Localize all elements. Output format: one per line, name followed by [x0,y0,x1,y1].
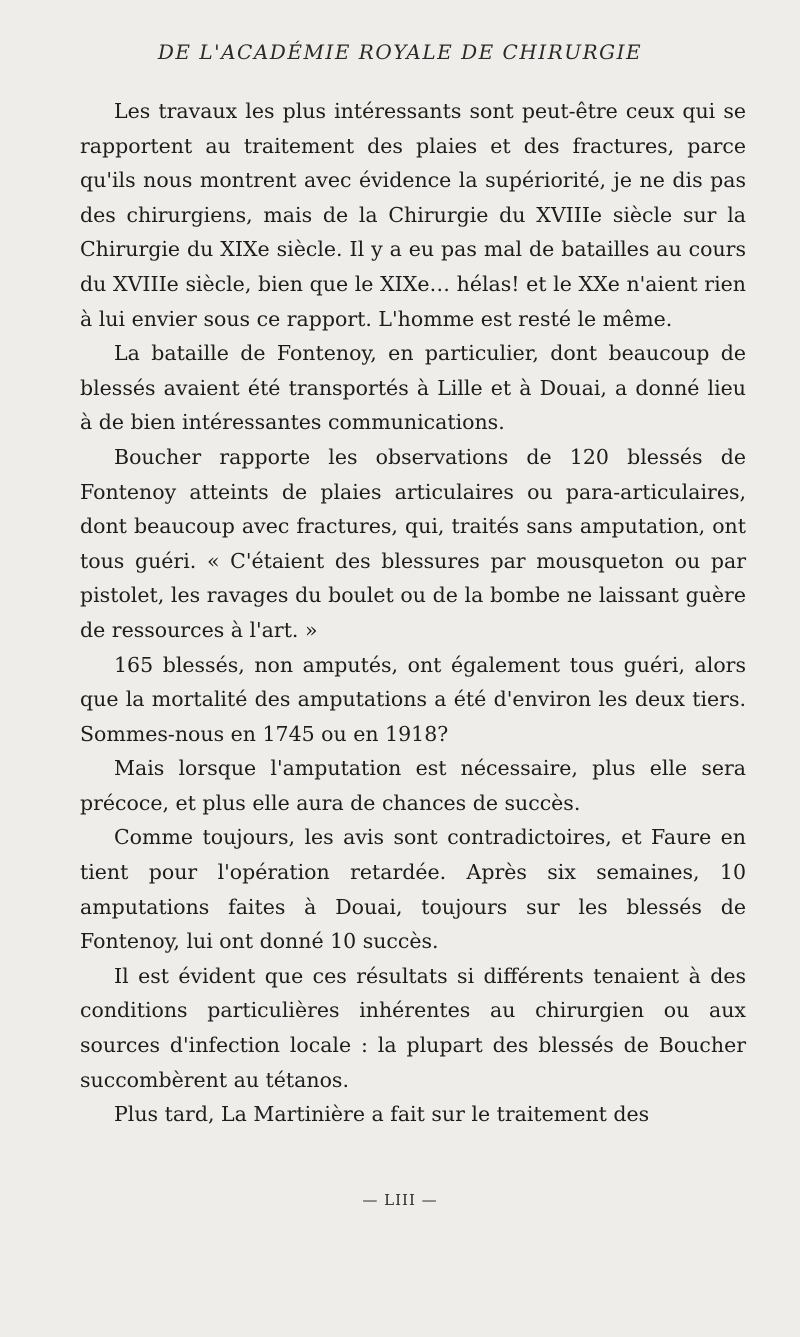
paragraph: Boucher rapporte les observations de 120 blessés de Fontenoy atteints de plaies articulaires ou para-articulaires, dont beaucoup avec fractures, qui, traités sans amputation, ont tous guéri. « C'étaient des blessures par mousqueton ou par pistolet, les ravages du boulet ou de la bombe ne laissant guère de ressources à l'art. » [80,444,746,642]
paragraph: La bataille de Fontenoy, en particulier, dont beaucoup de blessés avaient été transportés à Lille et à Douai, a donné lieu à de bien intéressantes communications. [80,341,746,435]
page-number: — LIII — [362,1191,438,1209]
running-head: DE L'ACADÉMIE ROYALE DE CHIRURGIE [157,40,643,64]
paragraph: Plus tard, La Martinière a fait sur le traitement des [114,1102,650,1127]
body-text [80,94,746,1132]
paragraph: Il est évident que ces résultats si différents tenaient à des conditions particulières inhérentes au chirurgien ou aux sources d'infection locale : la plupart des blessés de Boucher succombèrent au tétanos. [80,963,746,1092]
paragraph: 165 blessés, non amputés, ont également tous guéri, alors que la mortalité des amputations a été d'environ les deux tiers. Sommes-nous en 1745 ou en 1918? [80,652,746,746]
paragraph: Mais lorsque l'amputation est nécessaire, plus elle sera précoce, et plus elle aura de chances de succès. [80,756,746,815]
paragraph: Les travaux les plus intéressants sont peut-être ceux qui se rapportent au traitement des plaies et des fractures, parce qu'ils nous montrent avec évidence la supériorité, je ne dis pas des chirurgiens, mais de la Chirurgie du XVIIIe siècle sur la Chirurgie du XIXe siècle. Il y a eu pas mal de batailles au cours du XVIIIe siècle, bien que le XIXe… hélas! et le XXe n'aient rien à lui envier sous ce rapport. L'homme est resté le même. [80,99,746,331]
paragraph: Comme toujours, les avis sont contradictoires, et Faure en tient pour l'opération retardée. Après six semaines, 10 amputations faites à Douai, toujours sur les blessés de Fontenoy, lui ont donné 10 succès. [80,825,746,954]
